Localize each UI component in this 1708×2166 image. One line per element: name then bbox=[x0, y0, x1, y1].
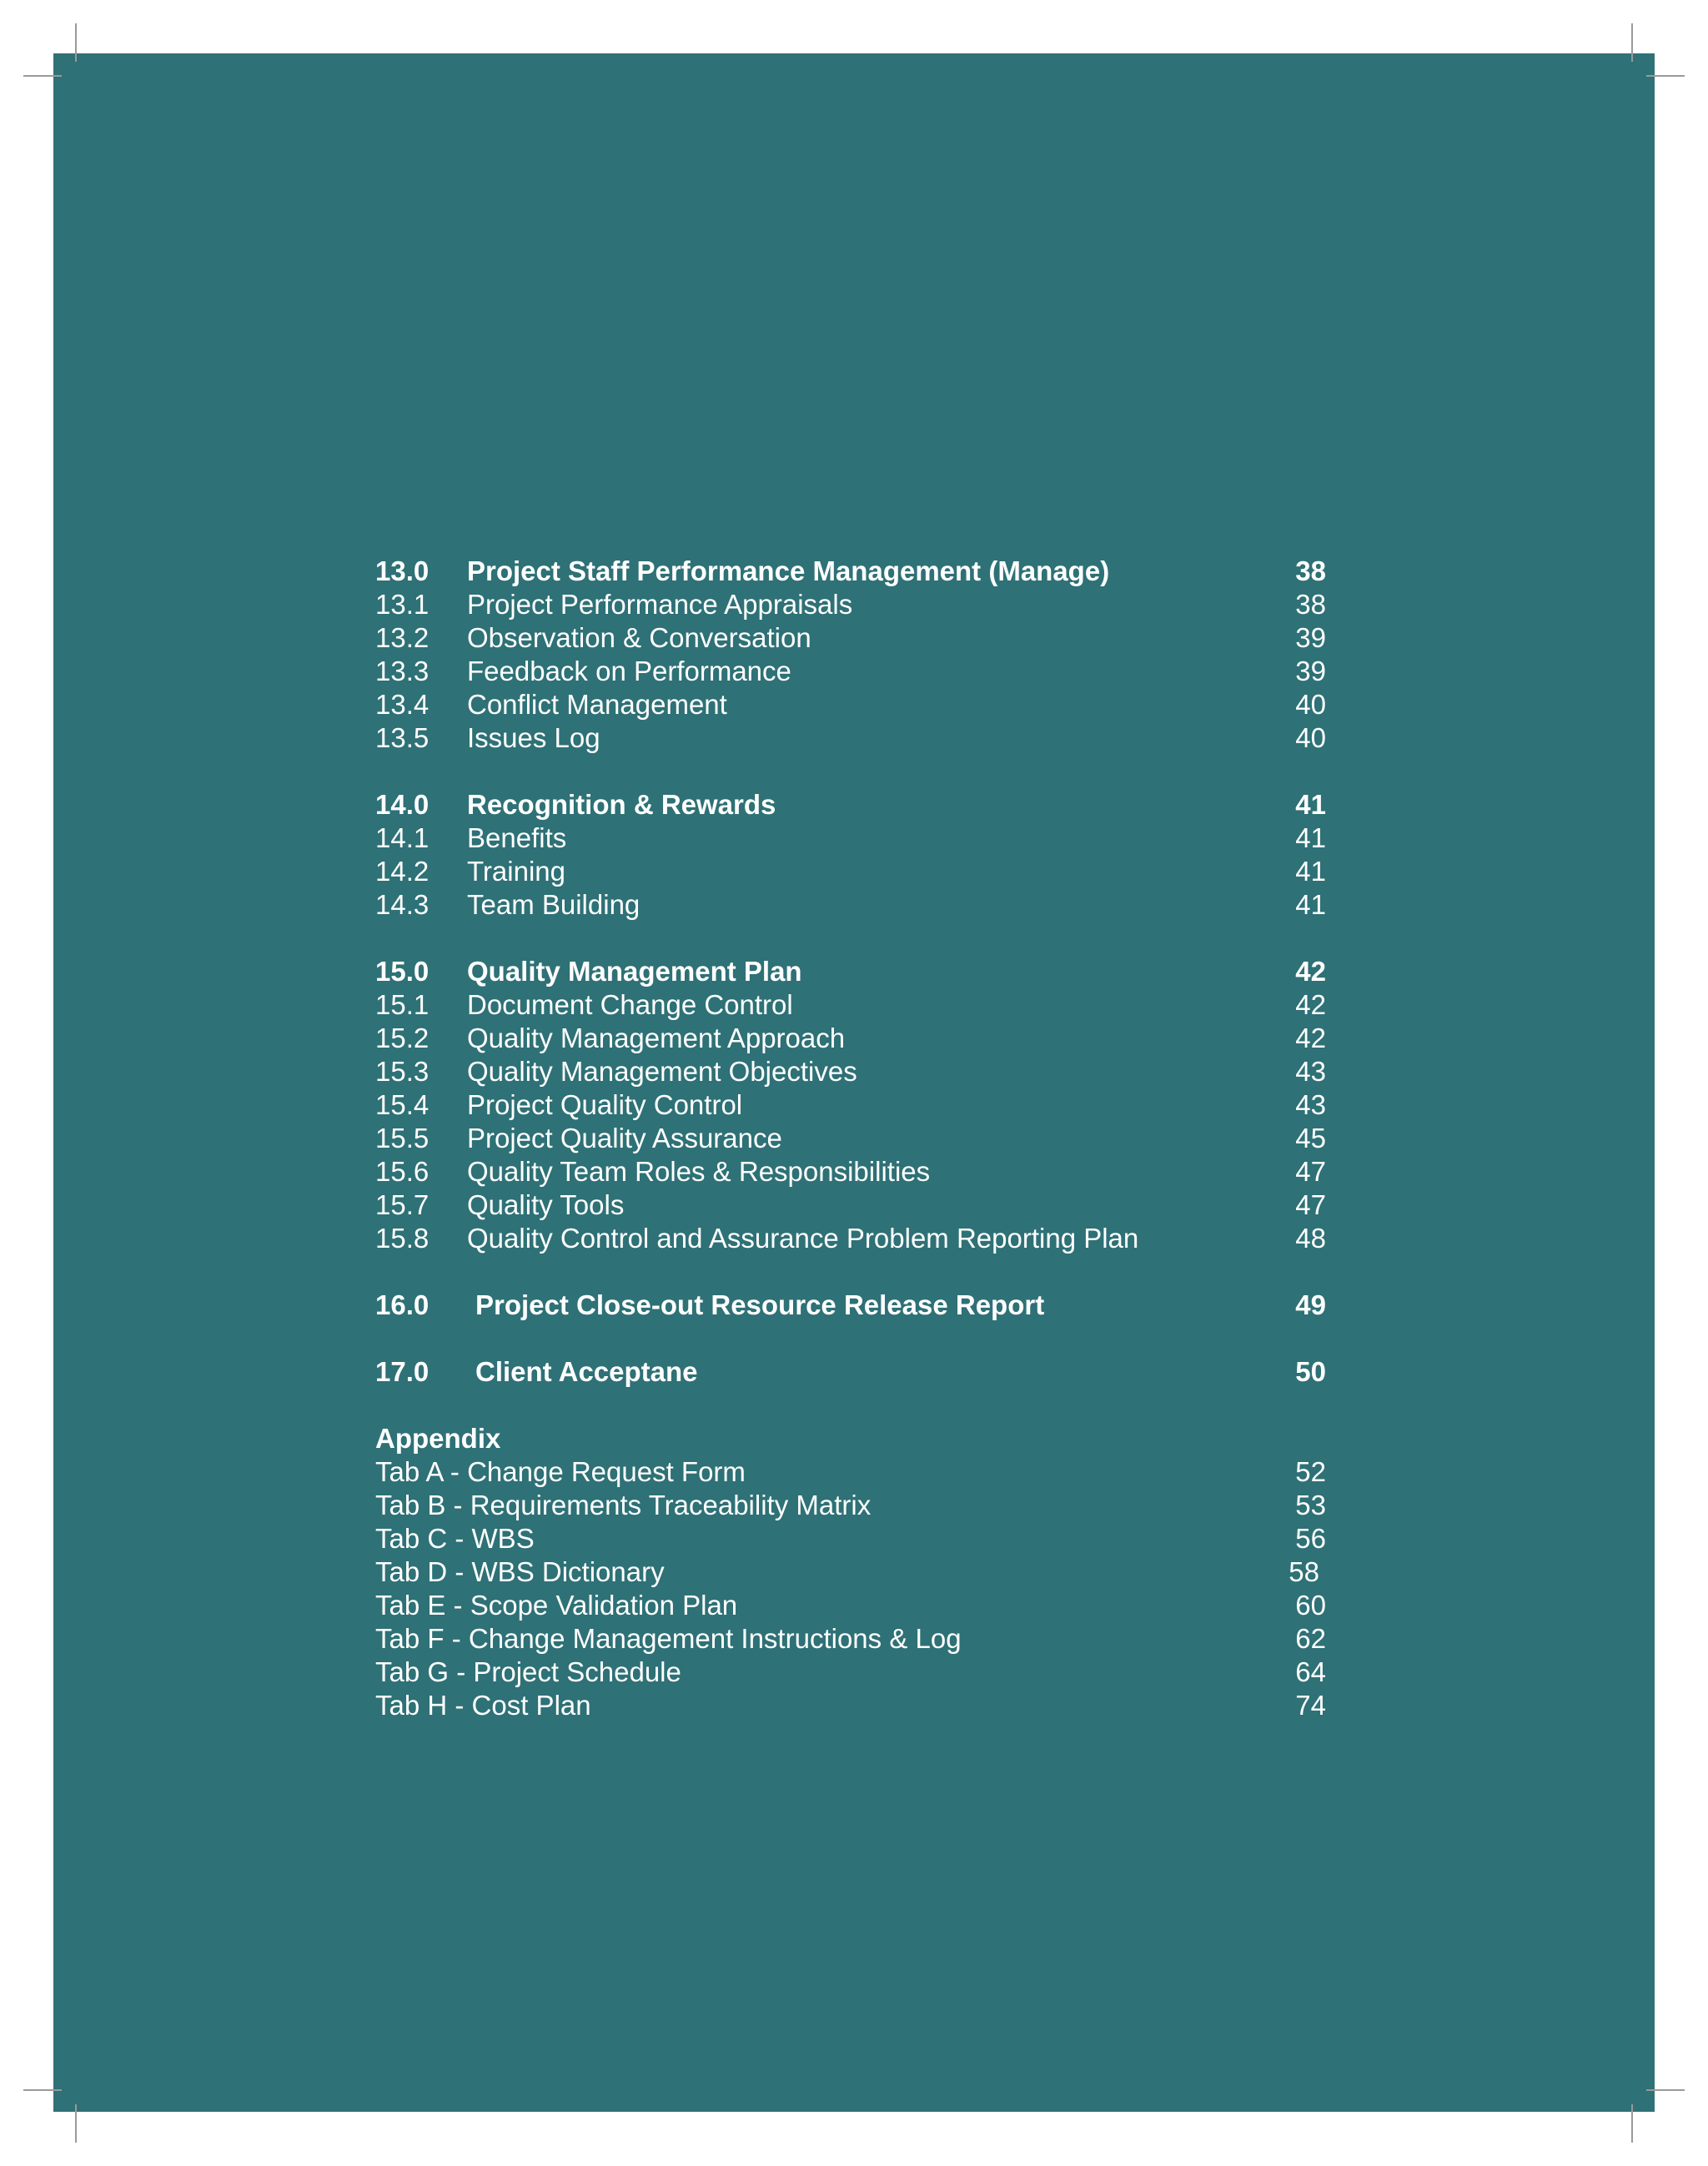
toc-title: Tab H - Cost Plan bbox=[375, 1690, 591, 1721]
toc-title: Tab G - Project Schedule bbox=[375, 1656, 681, 1687]
toc-title: Document Change Control bbox=[467, 989, 793, 1020]
toc-appendix-entry[interactable] bbox=[375, 1656, 1326, 1689]
toc-page-number: 58 bbox=[1289, 1556, 1319, 1587]
toc-title: Benefits bbox=[467, 822, 567, 853]
toc-number: 15.4 bbox=[375, 1089, 430, 1120]
toc-number: 16.0 bbox=[375, 1289, 430, 1320]
toc-entry[interactable] bbox=[375, 1055, 1326, 1088]
toc-entry[interactable] bbox=[375, 655, 1326, 688]
toc-title: Tab F - Change Management Instructions & Log bbox=[375, 1623, 962, 1654]
crop-mark-top-left-h bbox=[23, 75, 62, 77]
toc-entry[interactable] bbox=[375, 1189, 1326, 1222]
toc-page-number: 43 bbox=[1295, 1089, 1326, 1120]
section-spacer bbox=[375, 922, 1326, 955]
toc-title: Quality Management Plan bbox=[467, 956, 802, 987]
toc-number: 13.5 bbox=[375, 722, 430, 753]
toc-title: Project Quality Assurance bbox=[467, 1123, 782, 1153]
toc-title: Quality Management Approach bbox=[467, 1023, 846, 1053]
toc-page-number: 42 bbox=[1295, 989, 1326, 1020]
toc-number: 15.0 bbox=[375, 956, 430, 987]
toc-page-number: 38 bbox=[1295, 555, 1326, 586]
toc-entry[interactable] bbox=[375, 1122, 1326, 1155]
toc-number: 15.5 bbox=[375, 1123, 430, 1153]
toc-appendix-heading bbox=[375, 1422, 1326, 1455]
toc-page-number: 42 bbox=[1295, 956, 1326, 987]
toc-title: Quality Control and Assurance Problem Reporting Plan bbox=[467, 1223, 1139, 1254]
toc-number: 15.7 bbox=[375, 1189, 430, 1220]
toc-page-number: 47 bbox=[1295, 1156, 1326, 1187]
toc-title: Tab A - Change Request Form bbox=[375, 1456, 746, 1487]
toc-entry[interactable] bbox=[375, 688, 1326, 721]
toc-number: 13.2 bbox=[375, 622, 430, 653]
toc-page-number: 41 bbox=[1295, 789, 1326, 820]
toc-title: Observation & Conversation bbox=[467, 622, 811, 653]
toc-page-number: 64 bbox=[1295, 1656, 1326, 1687]
toc-page-number: 38 bbox=[1295, 589, 1326, 620]
toc-page-number: 60 bbox=[1295, 1590, 1326, 1621]
toc-title: Project Staff Performance Management (Manage) bbox=[467, 555, 1110, 586]
toc-appendix-entry[interactable] bbox=[375, 1555, 1326, 1589]
crop-mark-bottom-right-v bbox=[1631, 2104, 1633, 2143]
toc-title: Conflict Management bbox=[467, 689, 727, 720]
toc-title: Training bbox=[467, 856, 565, 887]
toc-entry[interactable] bbox=[375, 1155, 1326, 1189]
toc-page-number: 41 bbox=[1295, 889, 1326, 920]
toc-page-number: 39 bbox=[1295, 622, 1326, 653]
toc-number: 14.0 bbox=[375, 789, 430, 820]
toc-page-number: 52 bbox=[1295, 1456, 1326, 1487]
crop-mark-bottom-left-v bbox=[75, 2104, 77, 2143]
crop-mark-top-right-v bbox=[1631, 23, 1633, 62]
toc-number: 15.8 bbox=[375, 1223, 430, 1254]
toc-page-number: 53 bbox=[1295, 1490, 1326, 1520]
toc-page-number: 41 bbox=[1295, 856, 1326, 887]
toc-entry[interactable] bbox=[375, 822, 1326, 855]
toc-entry[interactable] bbox=[375, 988, 1326, 1022]
toc-number: 14.3 bbox=[375, 889, 430, 920]
toc-appendix-entry[interactable] bbox=[375, 1622, 1326, 1656]
toc-section-16-heading[interactable] bbox=[375, 1289, 1326, 1322]
toc-appendix-entry[interactable] bbox=[375, 1689, 1326, 1722]
toc-page-number: 56 bbox=[1295, 1523, 1326, 1554]
toc-number: 17.0 bbox=[375, 1356, 430, 1387]
crop-mark-top-right-h bbox=[1646, 75, 1685, 77]
toc-section-13-heading[interactable] bbox=[375, 555, 1326, 588]
toc-page-number: 45 bbox=[1295, 1123, 1326, 1153]
toc-appendix-entry[interactable] bbox=[375, 1455, 1326, 1489]
toc-number: 13.4 bbox=[375, 689, 430, 720]
toc-title: Tab D - WBS Dictionary bbox=[375, 1556, 665, 1587]
toc-page-number: 62 bbox=[1295, 1623, 1326, 1654]
crop-mark-top-left-v bbox=[75, 23, 77, 62]
toc-appendix-entry[interactable] bbox=[375, 1589, 1326, 1622]
toc-page-number: 50 bbox=[1295, 1356, 1326, 1387]
toc-title: Tab C - WBS bbox=[375, 1523, 535, 1554]
toc-page-number: 47 bbox=[1295, 1189, 1326, 1220]
toc-number: 15.2 bbox=[375, 1023, 430, 1053]
toc-entry[interactable] bbox=[375, 1022, 1326, 1055]
toc-section-17-heading[interactable] bbox=[375, 1355, 1326, 1389]
toc-page-number: 43 bbox=[1295, 1056, 1326, 1087]
toc-number: 15.1 bbox=[375, 989, 430, 1020]
toc-entry[interactable] bbox=[375, 588, 1326, 621]
toc-number: 13.1 bbox=[375, 589, 430, 620]
section-spacer bbox=[375, 755, 1326, 788]
toc-page-number: 48 bbox=[1295, 1223, 1326, 1254]
toc-title: Project Close-out Resource Release Report bbox=[475, 1289, 1045, 1320]
toc-number: 15.3 bbox=[375, 1056, 430, 1087]
section-spacer bbox=[375, 1389, 1326, 1422]
toc-entry[interactable] bbox=[375, 721, 1326, 755]
section-spacer bbox=[375, 1322, 1326, 1355]
toc-section-15-heading[interactable] bbox=[375, 955, 1326, 988]
toc-number: 14.1 bbox=[375, 822, 430, 853]
crop-mark-bottom-left-h bbox=[23, 2089, 62, 2091]
toc-page-number: 40 bbox=[1295, 722, 1326, 753]
toc-number: 15.6 bbox=[375, 1156, 430, 1187]
toc-title: Client Acceptane bbox=[475, 1356, 698, 1387]
toc-title: Project Performance Appraisals bbox=[467, 589, 853, 620]
table-of-contents bbox=[375, 555, 1326, 1722]
toc-number: 13.0 bbox=[375, 555, 430, 586]
toc-page-number: 41 bbox=[1295, 822, 1326, 853]
toc-entry[interactable] bbox=[375, 1222, 1326, 1255]
crop-mark-bottom-right-h bbox=[1646, 2089, 1685, 2091]
appendix-title: Appendix bbox=[375, 1423, 501, 1454]
toc-title: Issues Log bbox=[467, 722, 600, 753]
toc-number: 14.2 bbox=[375, 856, 430, 887]
toc-title: Project Quality Control bbox=[467, 1089, 743, 1120]
toc-page-number: 40 bbox=[1295, 689, 1326, 720]
toc-title: Quality Management Objectives bbox=[467, 1056, 857, 1087]
toc-entry[interactable] bbox=[375, 621, 1326, 655]
toc-entry[interactable] bbox=[375, 855, 1326, 888]
toc-page-number: 42 bbox=[1295, 1023, 1326, 1053]
toc-entry[interactable] bbox=[375, 888, 1326, 922]
toc-title: Team Building bbox=[467, 889, 640, 920]
toc-section-14-heading[interactable] bbox=[375, 788, 1326, 822]
toc-appendix-entry[interactable] bbox=[375, 1489, 1326, 1522]
toc-title: Quality Tools bbox=[467, 1189, 625, 1220]
toc-page-number: 49 bbox=[1295, 1289, 1326, 1320]
section-spacer bbox=[375, 1255, 1326, 1289]
toc-page-number: 39 bbox=[1295, 656, 1326, 686]
toc-title: Quality Team Roles & Responsibilities bbox=[467, 1156, 931, 1187]
toc-title: Feedback on Performance bbox=[467, 656, 791, 686]
toc-entry[interactable] bbox=[375, 1088, 1326, 1122]
toc-number: 13.3 bbox=[375, 656, 430, 686]
toc-page-number: 74 bbox=[1295, 1690, 1326, 1721]
toc-appendix-entry[interactable] bbox=[375, 1522, 1326, 1555]
toc-title: Tab E - Scope Validation Plan bbox=[375, 1590, 738, 1621]
toc-title: Recognition & Rewards bbox=[467, 789, 776, 820]
toc-title: Tab B - Requirements Traceability Matrix bbox=[375, 1490, 872, 1520]
